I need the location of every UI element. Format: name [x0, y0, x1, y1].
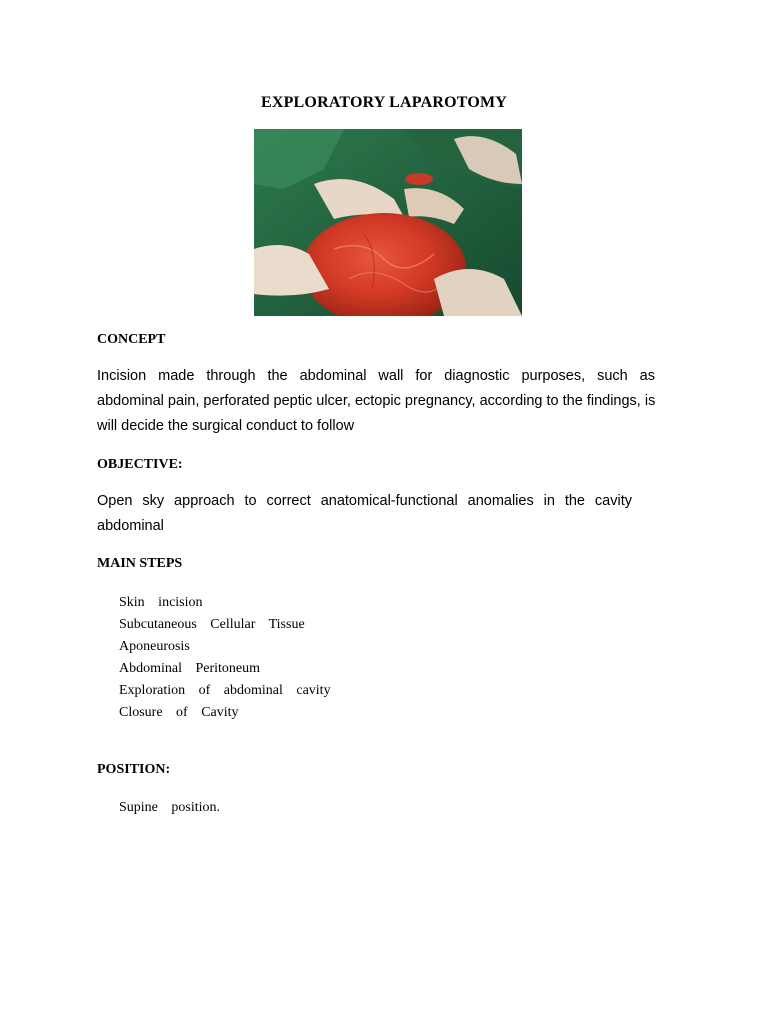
objective-paragraph [97, 489, 632, 539]
main-steps-list [119, 592, 331, 724]
concept-line: Incision made through the abdominal wall for diagnostic purposes, such as [97, 368, 655, 384]
surgical-photo-illustration [254, 129, 522, 316]
list-item: Aponeurosis [119, 639, 190, 654]
objective-line: Open sky approach to correct anatomical-functional anomalies in the cavity [97, 493, 632, 509]
list-item: Closure of Cavity [119, 705, 239, 720]
concept-heading: CONCEPT [97, 332, 166, 347]
objective-line: abdominal [97, 518, 164, 534]
main-steps-heading: MAIN STEPS [97, 556, 183, 571]
concept-paragraph [97, 364, 655, 439]
concept-line: will decide the surgical conduct to follow [97, 418, 355, 434]
list-item: Exploration of abdominal cavity [119, 683, 331, 698]
surgical-photo [254, 129, 522, 316]
objective-heading: OBJECTIVE: [97, 457, 183, 472]
position-heading: POSITION: [97, 762, 171, 777]
list-item: Skin incision [119, 595, 203, 610]
concept-line: abdominal pain, perforated peptic ulcer, ectopic pregnancy, according to the findings, is [97, 393, 656, 409]
list-item: Subcutaneous Cellular Tissue [119, 617, 305, 632]
page-title: EXPLORATORY LAPAROTOMY [260, 94, 508, 111]
list-item: Abdominal Peritoneum [119, 661, 261, 676]
position-text: Supine position. [119, 800, 221, 815]
